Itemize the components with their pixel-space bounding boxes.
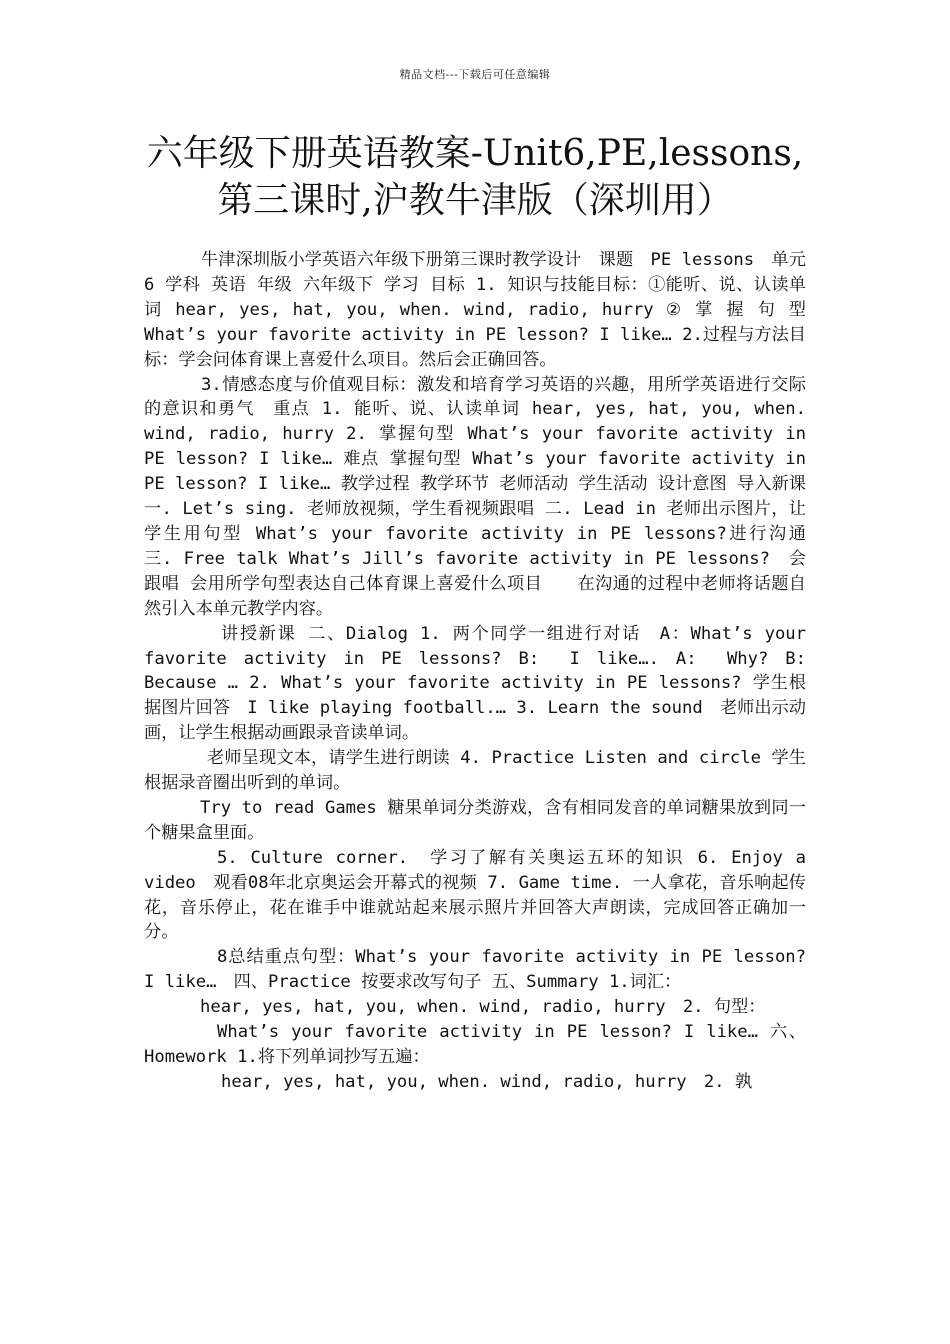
paragraph-key-points: 3.情感态度与价值观目标：激发和培育学习英语的兴趣，用所学英语进行交际的意识和勇气 重点 1. 能听、说、认读单词 hear, yes, hat, you, when. wind, radio, hurry 2. 掌握句型 What’s your favorite activity in PE lesson? I like… 难点 掌握句型 What’s your favorite activity in PE lesson? I like… 教学过程 教学环节 老师活动 学生活动 设计意图 导入新课 一. Let’s sing. 老师放视频，学生看视频跟唱 二. Lead in 老师出示图片，让学生用句型 What’s your favorite activity in PE lessons?进行沟通 三. Free talk What’s Jill’s favorite activity in PE lessons? 会跟唱 会用所学句型表达自己体育课上喜爱什么项目 在沟通的过程中老师将话题自然引入本单元教学内容。 <box>144 374 824 619</box>
title-line-2: 第三课时,沪教牛津版（深圳用） <box>217 180 733 221</box>
paragraph-reading: 老师呈现文本，请学生进行朗读 4. Practice Listen and circle 学生根据录音圈出听到的单词。 <box>144 748 806 794</box>
paragraph-homework: What’s your favorite activity in PE lesson? I like… 六、Homework 1.将下列单词抄写五遍： <box>144 1022 806 1067</box>
paragraph-vocabulary: hear, yes, hat, you, when. wind, radio, hurry 2. 句型： <box>200 997 766 1018</box>
paragraph-new-lesson: 讲授新课 二、Dialog 1. 两个同学一组进行对话 A：What’s your favorite activity in PE lessons? B: I like…. A: Why? B: Because … 2. What’s your favorite activity in PE lessons? 学生根据图片回答 I like playing football.… 3. Learn the sound 老师出示动画，让学生根据动画跟录音读单词。 <box>144 623 824 744</box>
header-note: 精品文档---下载后可任意编辑 <box>399 68 551 81</box>
paragraph-objectives: 牛津深圳版小学英语六年级下册第三课时教学设计 课题 PE lessons 单元 6 学科 英语 年级 六年级下 学习 目标 1. 知识与技能目标：①能听、说、认读单词 hear, yes, hat, you, when. wind, radio, hurry ② 掌 握 句 型 What’s your favorite activity in PE lesson? I like… 2.过程与方法目标：学会问体育课上喜爱什么项目。然后会正确回答。 <box>144 250 806 370</box>
paragraph-culture: 5. Culture corner. 学习了解有关奥运五环的知识 6. Enjoy a video 观看08年北京奥运会开幕式的视频 7. Game time. 一人拿花，音乐响起传花，音乐停止，花在谁手中谁就站起来展示照片并回答大声朗读，完成回答正确加一分。 <box>144 847 806 943</box>
document-title <box>120 130 830 224</box>
document-body <box>144 248 824 1095</box>
paragraph-summary: 8总结重点句型：What’s your favorite activity in PE lesson? I like… 四、Practice 按要求改写句子 五、Summary 1.词汇： <box>144 947 806 993</box>
paragraph-homework-words: hear, yes, hat, you, when. wind, radio, hurry 2. 孰 <box>221 1071 753 1092</box>
paragraph-games: Try to read Games 糖果单词分类游戏，含有相同发音的单词糖果放到同一个糖果盒里面。 <box>144 797 806 843</box>
title-line-1: 六年级下册英语教案-Unit6,PE,lessons, <box>146 133 804 174</box>
